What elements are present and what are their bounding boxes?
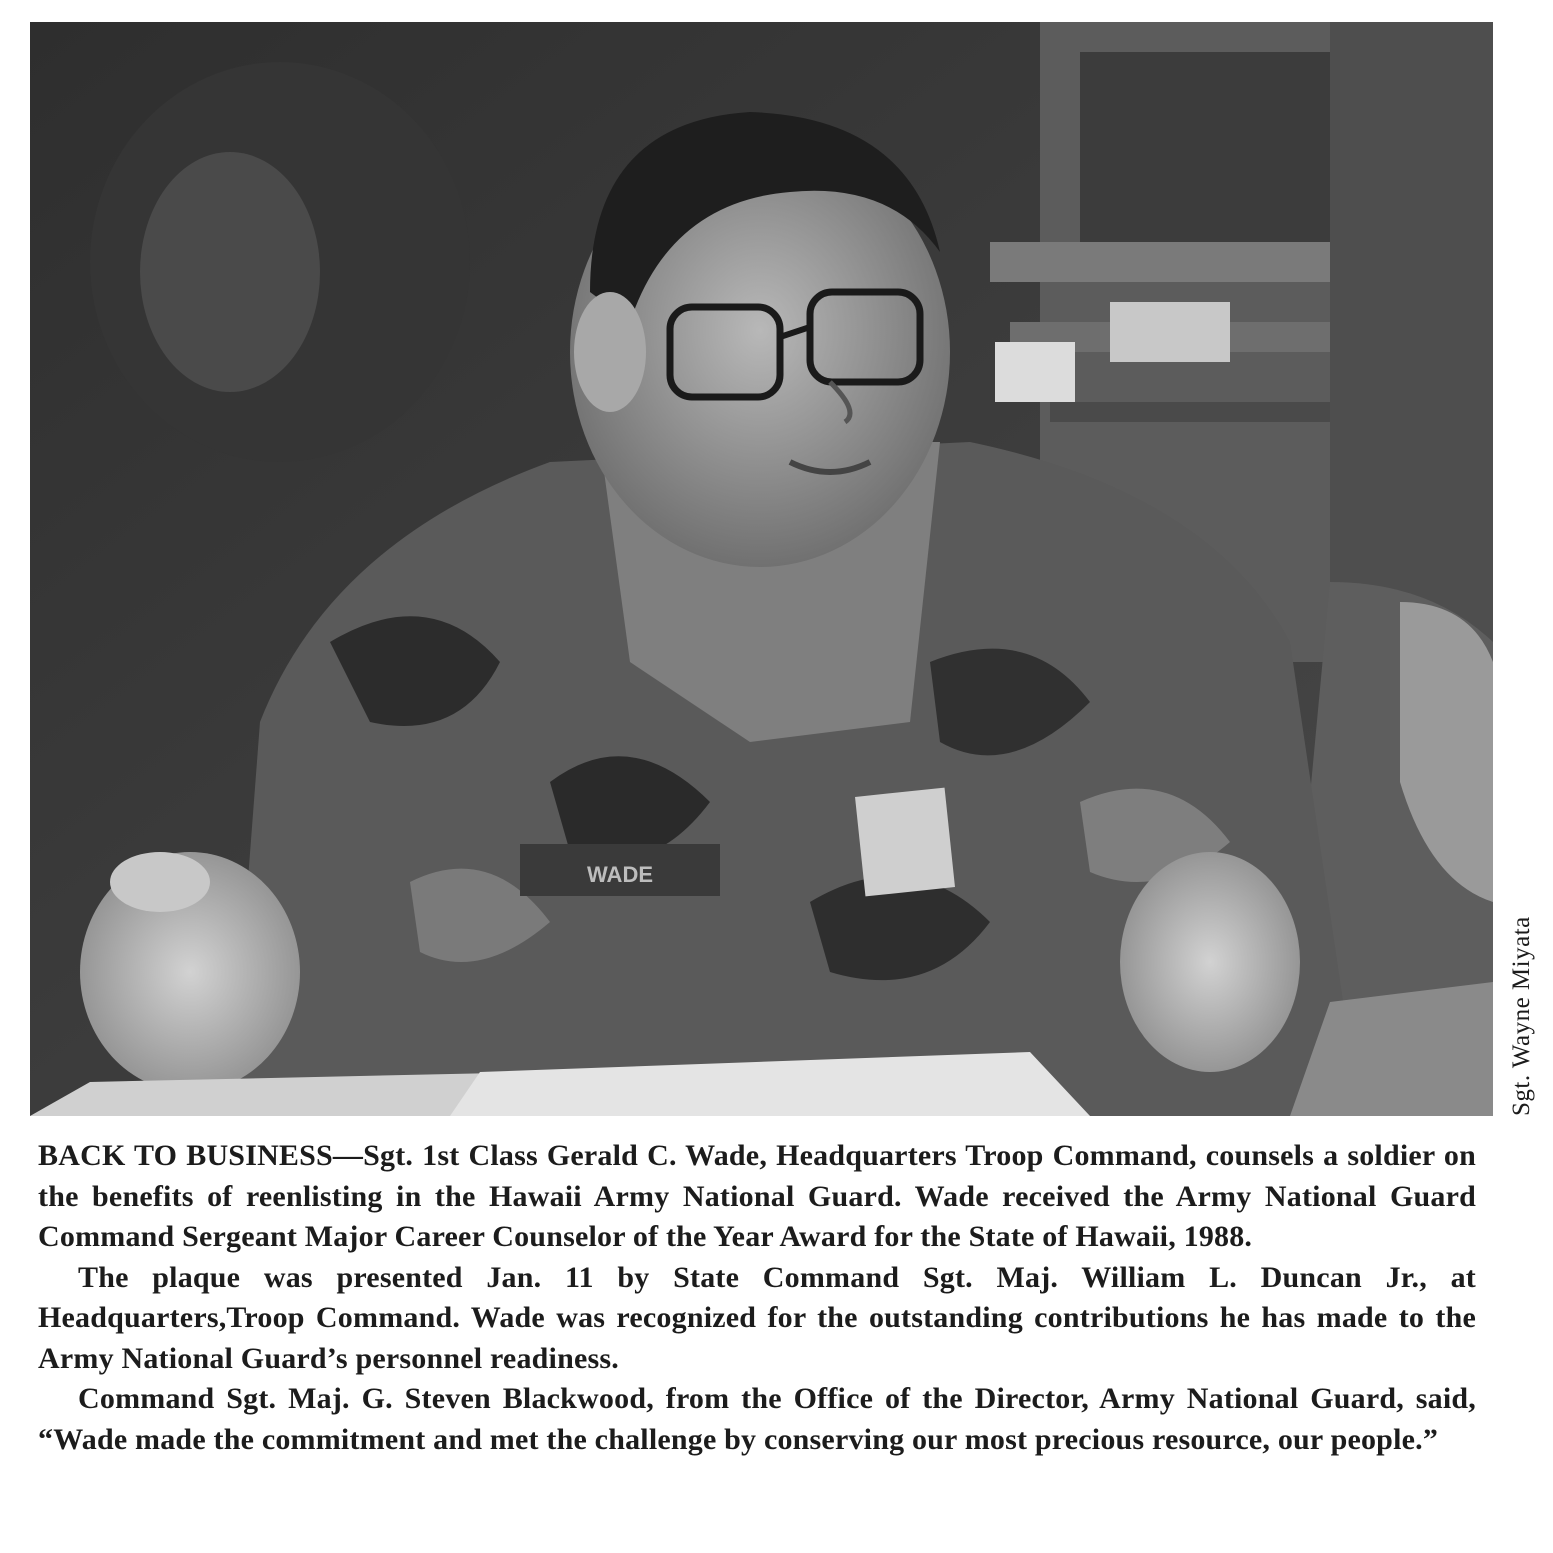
caption-headline: BACK TO BUSINESS bbox=[38, 1139, 333, 1172]
caption-paragraph-3: Command Sgt. Maj. G. Steven Blackwood, from the Office of the Director, Army National Guard, said, “Wade made the commitment and met the challenge by conserving our most precious resource, our people.” bbox=[38, 1382, 1476, 1456]
name-tape: WADE bbox=[587, 862, 653, 887]
caption-lead: Sgt. 1st Class Gerald C. Wade, Headquarters Troop Command, counsels a soldier on the benefits of reenlisting in the Hawaii Army National Guard. Wade received the Army National Guard Command Sergeant Major Career Counselor of the Year Award for the State of Hawaii, 1988. bbox=[38, 1139, 1476, 1253]
photo-credit-text: Sgt. Wayne Miyata bbox=[1508, 916, 1535, 1116]
photo-credit bbox=[1493, 22, 1535, 1116]
caption-paragraph-2: The plaque was presented Jan. 11 by State Command Sgt. Maj. William L. Duncan Jr., at Headquarters,Troop Command. Wade was recognized for the outstanding contributions he has made to the Army National Guard’s personnel readiness. bbox=[38, 1260, 1476, 1375]
photo-caption bbox=[38, 1136, 1476, 1460]
caption-dash: — bbox=[332, 1139, 364, 1172]
news-photo bbox=[30, 22, 1493, 1116]
caption-paragraph-1 bbox=[38, 1136, 1476, 1258]
soldier-photo-illustration bbox=[30, 22, 1493, 1116]
